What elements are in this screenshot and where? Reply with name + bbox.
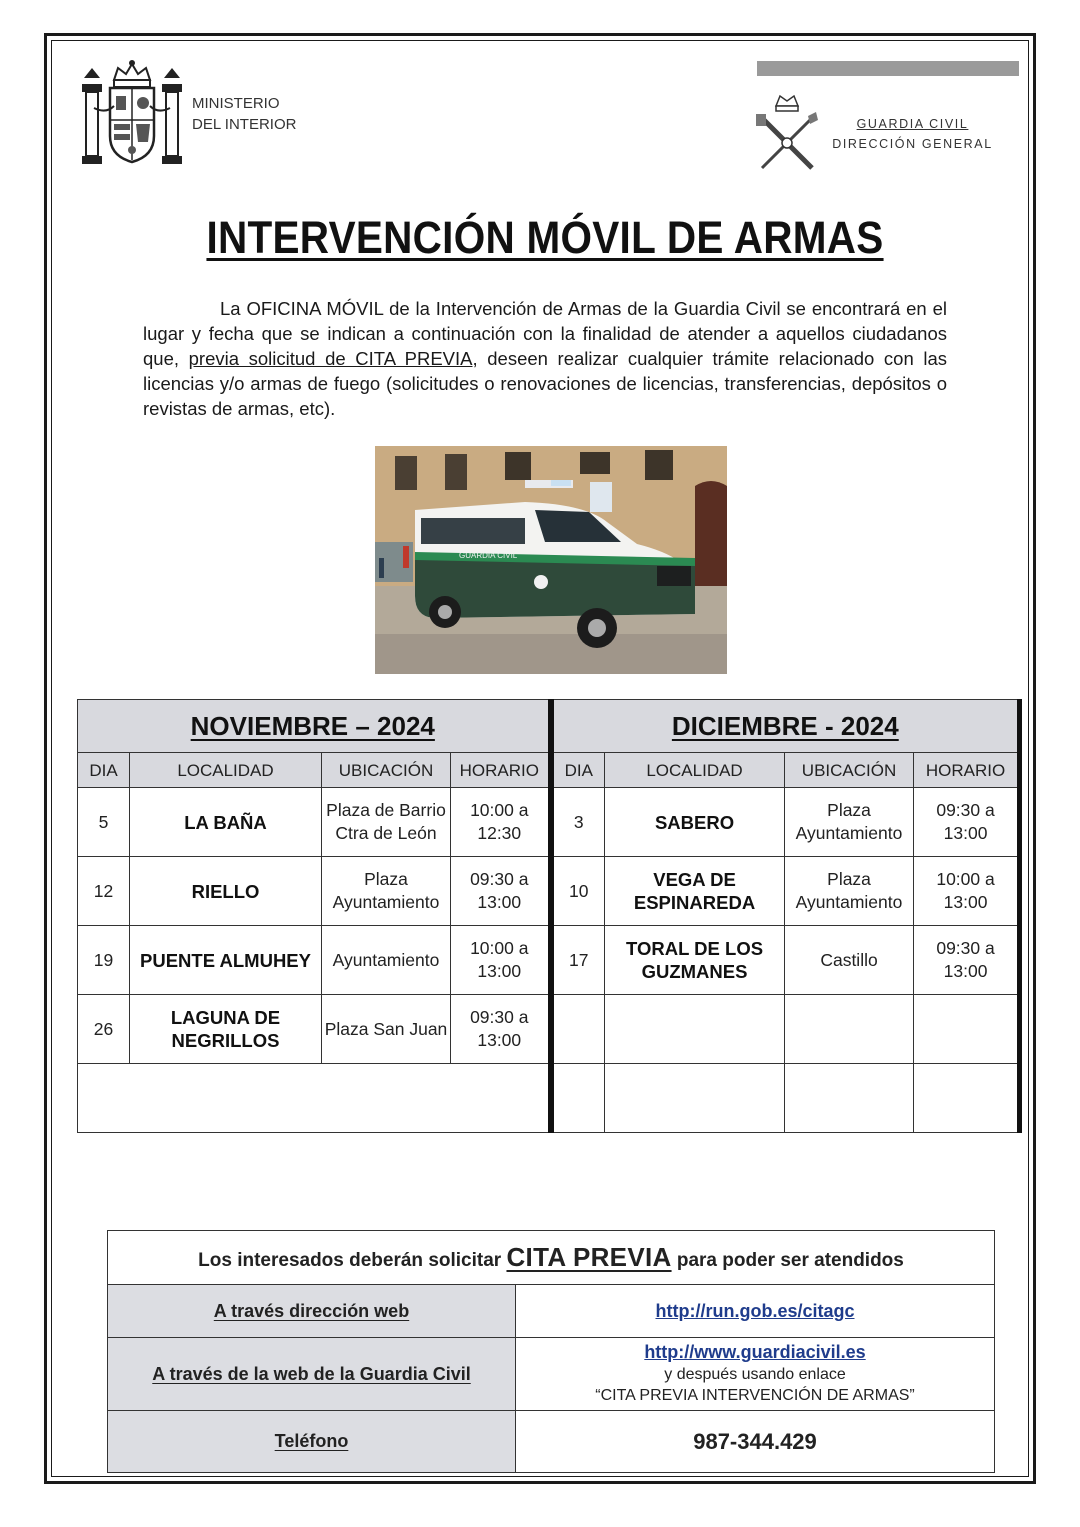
cell-town: SABERO bbox=[605, 788, 785, 857]
intro-text-2: , deseen realizar cualquier trámite relacionado con las licencias y/o armas de fuego (solicitudes o renovaciones de licencias, transferencias, depósitos o revistas de armas, etc). bbox=[143, 348, 948, 419]
cell-place: Plaza Ayuntamiento bbox=[322, 857, 451, 926]
appointment-row-web bbox=[108, 1285, 995, 1338]
cell-town: PUENTE ALMUHEY bbox=[130, 926, 322, 995]
cell-day: 12 bbox=[78, 857, 130, 926]
table-row bbox=[78, 926, 1020, 995]
cell-place: Plaza de Barrio Ctra de León bbox=[322, 788, 451, 857]
appointment-row-phone bbox=[108, 1411, 995, 1473]
ministry-line-2: DEL INTERIOR bbox=[192, 116, 297, 133]
row-value-line-3: “CITA PREVIA INTERVENCIÓN DE ARMAS” bbox=[595, 1387, 915, 1404]
cell-empty bbox=[785, 1064, 914, 1133]
cell-empty bbox=[78, 1064, 551, 1133]
column-header-town: LOCALIDAD bbox=[130, 753, 322, 788]
table-row bbox=[78, 788, 1020, 857]
column-header-town: LOCALIDAD bbox=[605, 753, 785, 788]
cell-hours: 09:30 a 13:00 bbox=[914, 926, 1020, 995]
ministry-name bbox=[192, 93, 296, 135]
row-label bbox=[108, 1338, 516, 1411]
cell-place: Ayuntamiento bbox=[322, 926, 451, 995]
agency-line-2: DIRECCIÓN GENERAL bbox=[832, 137, 993, 151]
table-row bbox=[78, 857, 1020, 926]
cell-hours: 09:30 a 13:00 bbox=[451, 857, 551, 926]
cell-hours: 10:00 a 13:00 bbox=[451, 926, 551, 995]
cell-empty bbox=[914, 1064, 1020, 1133]
phone-number: 987-344.429 bbox=[516, 1411, 995, 1473]
van-label-text: GUARDIA CIVIL bbox=[459, 551, 518, 560]
cell-hours: 09:30 a 13:00 bbox=[914, 788, 1020, 857]
cell-place: Plaza San Juan bbox=[322, 995, 451, 1064]
table-row-empty bbox=[78, 1064, 1020, 1133]
cell-place: Plaza Ayuntamiento bbox=[785, 788, 914, 857]
row-value-line-2: y después usando enlace bbox=[664, 1366, 846, 1383]
cell-town: VEGA DE ESPINAREDA bbox=[605, 857, 785, 926]
cell-empty bbox=[785, 995, 914, 1064]
cell-hours: 09:30 a 13:00 bbox=[451, 995, 551, 1064]
cell-day: 3 bbox=[551, 788, 605, 857]
row-label-text: Teléfono bbox=[274, 1431, 349, 1451]
intro-text-1: La OFICINA MÓVIL de la Intervención de Armas de la Guardia Civil se encontrará en el lugar y fecha que se indican a continuación con la finalidad de atender a aquellos ciudadanos que, bbox=[143, 298, 947, 369]
schedule-table bbox=[77, 699, 1022, 1133]
month-december-label: DICIEMBRE - 2024 bbox=[671, 710, 899, 741]
van-photo-illustration bbox=[375, 446, 727, 674]
guardia-civil-emblem-icon bbox=[752, 92, 822, 172]
cell-empty bbox=[551, 1064, 605, 1133]
cell-hours: 10:00 a 13:00 bbox=[914, 857, 1020, 926]
column-header-day: DIA bbox=[78, 753, 130, 788]
cell-hours: 10:00 a 12:30 bbox=[451, 788, 551, 857]
row-label-text: A través dirección web bbox=[213, 1300, 410, 1321]
cell-town: TORAL DE LOS GUZMANES bbox=[605, 926, 785, 995]
month-november-title bbox=[78, 700, 551, 753]
cell-empty bbox=[551, 995, 605, 1064]
mobile-office-photo bbox=[375, 446, 727, 674]
cell-empty bbox=[914, 995, 1020, 1064]
intro-paragraph bbox=[143, 296, 947, 421]
ministry-line-1: MINISTERIO bbox=[192, 95, 280, 112]
column-header-hours: HORARIO bbox=[914, 753, 1020, 788]
web-appointment-link[interactable]: http://run.gob.es/citagc bbox=[655, 1300, 855, 1321]
appointment-banner-row bbox=[108, 1231, 995, 1285]
cell-place: Plaza Ayuntamiento bbox=[785, 857, 914, 926]
header-gray-bar bbox=[757, 61, 1019, 76]
agency-line-1: GUARDIA CIVIL bbox=[856, 117, 969, 131]
column-header-day: DIA bbox=[551, 753, 605, 788]
banner-highlight: CITA PREVIA bbox=[506, 1242, 672, 1272]
page-title: INTERVENCIÓN MÓVIL DE ARMAS bbox=[206, 212, 884, 263]
row-label-text: A través de la web de la Guardia Civil bbox=[152, 1363, 471, 1384]
appointment-row-guardia-civil bbox=[108, 1338, 995, 1411]
cell-day: 10 bbox=[551, 857, 605, 926]
cell-day: 26 bbox=[78, 995, 130, 1064]
row-value bbox=[516, 1338, 995, 1411]
table-row bbox=[78, 995, 1020, 1064]
cell-day: 17 bbox=[551, 926, 605, 995]
column-header-hours: HORARIO bbox=[451, 753, 551, 788]
cell-town: LAGUNA DE NEGRILLOS bbox=[130, 995, 322, 1064]
intro-underlined-text: previa solicitud de CITA PREVIA bbox=[188, 348, 473, 369]
cell-day: 19 bbox=[78, 926, 130, 995]
month-december-title bbox=[551, 700, 1020, 753]
row-label bbox=[108, 1285, 516, 1338]
guardia-civil-name bbox=[830, 114, 995, 154]
appointment-table bbox=[107, 1230, 995, 1473]
cell-town: LA BAÑA bbox=[130, 788, 322, 857]
cell-town: RIELLO bbox=[130, 857, 322, 926]
column-header-place: UBICACIÓN bbox=[322, 753, 451, 788]
guardia-civil-site-link[interactable]: http://www.guardiacivil.es bbox=[644, 1342, 866, 1362]
cell-day: 5 bbox=[78, 788, 130, 857]
ministry-header bbox=[80, 58, 320, 170]
appointment-banner bbox=[108, 1231, 995, 1285]
cell-empty bbox=[605, 1064, 785, 1133]
banner-text-before: Los interesados deberán solicitar bbox=[198, 1250, 502, 1271]
cell-empty bbox=[605, 995, 785, 1064]
month-november-label: NOVIEMBRE – 2024 bbox=[190, 710, 435, 741]
month-header-row bbox=[78, 700, 1020, 753]
spain-coat-of-arms-icon bbox=[80, 58, 184, 170]
row-label bbox=[108, 1411, 516, 1473]
column-header-place: UBICACIÓN bbox=[785, 753, 914, 788]
column-header-row bbox=[78, 753, 1020, 788]
row-value bbox=[516, 1285, 995, 1338]
banner-text-after: para poder ser atendidos bbox=[676, 1250, 904, 1271]
cell-place: Castillo bbox=[785, 926, 914, 995]
